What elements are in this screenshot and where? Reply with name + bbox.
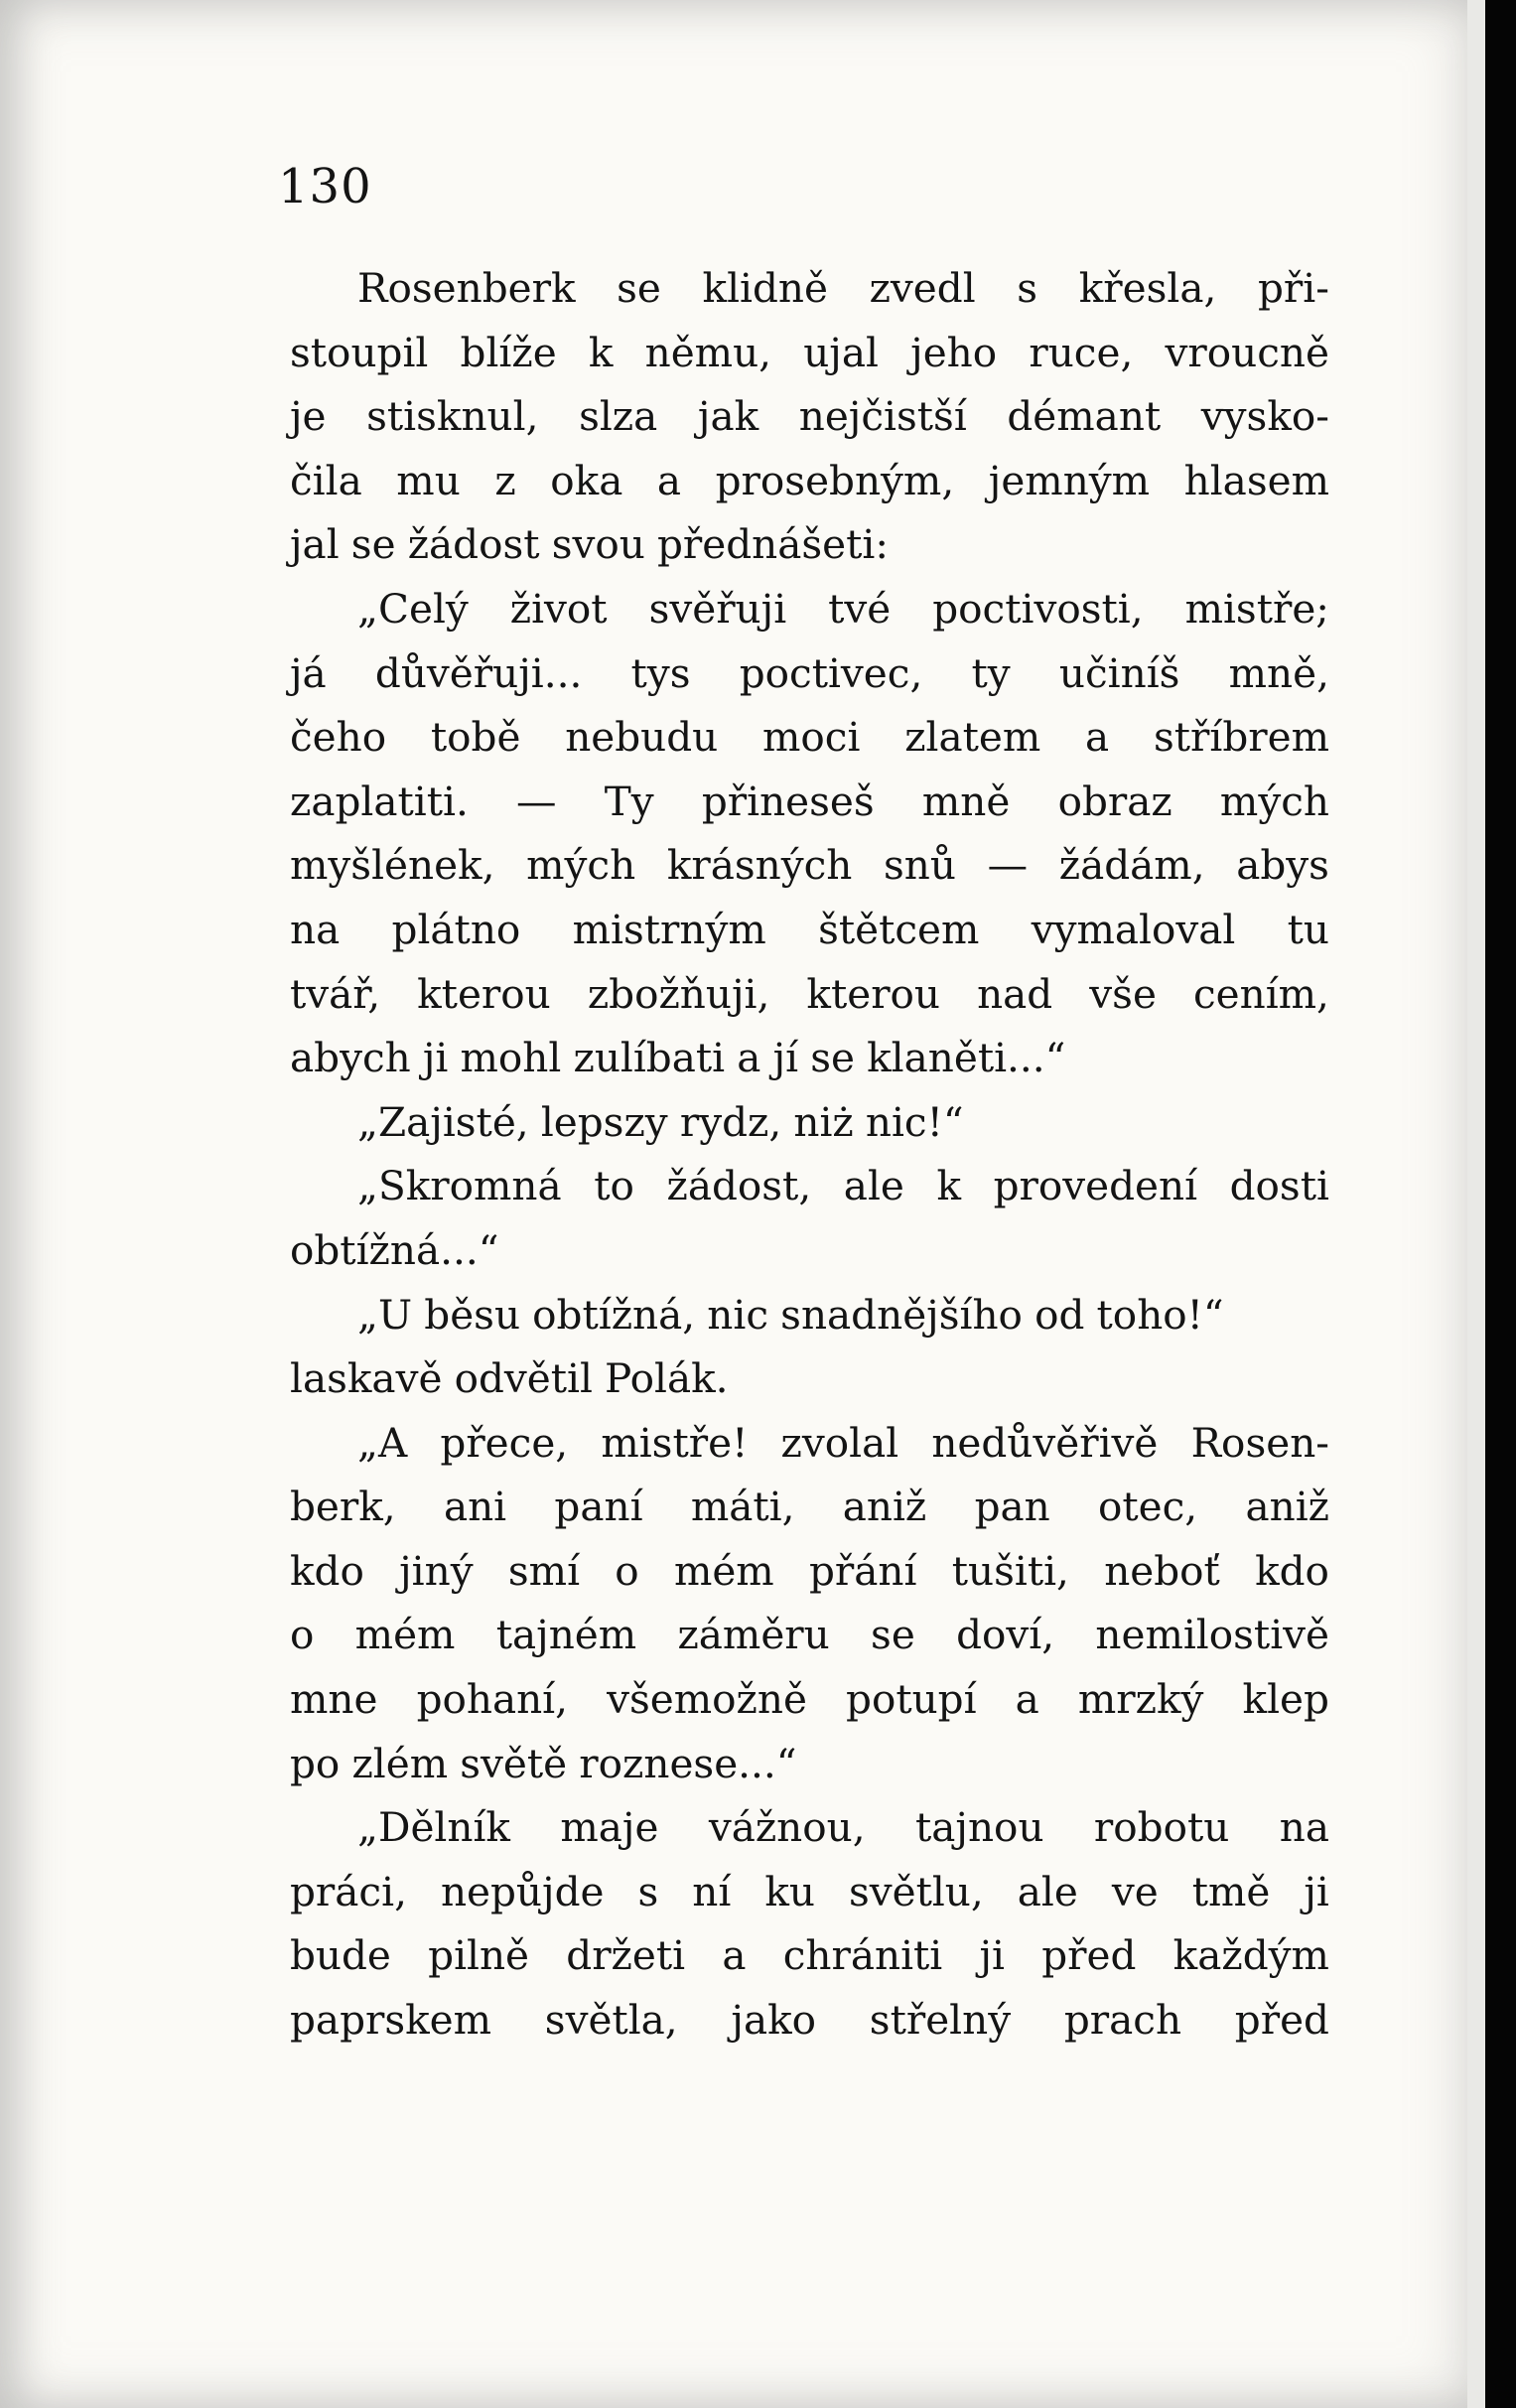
word: se [810,1034,855,1082]
word: kterou [417,969,551,1018]
word: ji [979,1931,1006,1980]
word: prosebným, [715,456,955,504]
word: Rosen- [1190,1418,1329,1467]
word: ujal [803,328,879,376]
word: ale [843,1162,904,1210]
word: mně [921,777,1011,825]
word: zbožňuji, [587,969,770,1018]
word: cením, [1192,969,1329,1018]
word: kdo [290,1546,364,1595]
word: zaplatiti. [290,777,469,825]
word: při- [1257,264,1329,312]
word: doví, [956,1611,1055,1659]
word: běsu [424,1290,521,1339]
word: otec, [1098,1483,1198,1531]
word: k [588,328,614,376]
word: kdo [1255,1546,1329,1595]
text-line [290,833,1329,898]
word: zlém [351,1739,449,1787]
word: světla, [544,1996,678,2045]
word: ní [692,1867,732,1915]
word: stříbrem [1153,713,1329,762]
word: přednášeti: [656,520,890,569]
word: tmě [1191,1867,1271,1915]
word: mistře! [601,1418,749,1467]
word: tušiti, [951,1546,1069,1595]
word: démant [1007,392,1162,441]
page-number: 130 [278,159,372,214]
word: učiníš [1058,648,1180,697]
word: vymaloval [1031,905,1236,953]
word: paprskem [290,1996,492,2045]
word: stisknul, [366,392,539,441]
word: se [617,264,661,312]
word: myšlének, [290,841,495,890]
word: bude [290,1931,391,1980]
word: a [1015,1675,1039,1724]
word: tu [1287,905,1329,953]
word: vysko- [1200,392,1329,441]
word: obtížná, [532,1290,696,1339]
text-line [290,256,1329,321]
word: nad [977,969,1053,1018]
word: svěřuji [648,584,787,633]
word: berk, [290,1483,396,1531]
word: „Skromná [357,1162,562,1210]
word: „Dělník [357,1803,510,1852]
text-line [290,1283,1329,1347]
word: paní [554,1483,643,1531]
word: zulíbati [573,1034,726,1082]
word: záměru [677,1611,830,1659]
word: lepszy [540,1097,668,1146]
word: němu, [644,328,772,376]
page-edge [1467,0,1485,2408]
word: „A [357,1418,408,1467]
text-line [290,1346,1329,1411]
text-line [290,1795,1329,1860]
word: štětcem [818,905,980,953]
text-line [290,512,1329,577]
text-line [290,1603,1329,1667]
word: roznese...“ [579,1739,797,1787]
word: klidně [702,264,828,312]
word: smí [507,1546,581,1595]
word: Polák. [605,1354,729,1403]
word: před [1041,1931,1137,1980]
word: blíže [460,328,557,376]
text-line [290,962,1329,1027]
word: — [516,777,557,825]
word: to [594,1162,634,1210]
word: neboť [1104,1546,1220,1595]
word: toho!“ [1096,1290,1224,1339]
word: ji [422,1034,449,1082]
word: nic [707,1290,769,1339]
word: moci [762,713,861,762]
word: vroucně [1165,328,1329,376]
word: světlu, [848,1867,984,1915]
word: jiný [399,1546,474,1595]
word: aniž [1245,1483,1329,1531]
word: všemožně [607,1675,807,1724]
word: rydz, [679,1097,782,1146]
text-line [290,1411,1329,1476]
word: přece, [440,1418,569,1467]
word: a [722,1931,747,1980]
word: dosti [1229,1162,1329,1210]
word: prach [1063,1996,1182,2045]
word: držeti [566,1931,686,1980]
word: ji [1304,1867,1329,1915]
word: mohl [460,1034,562,1082]
word: Rosenberk [357,264,576,312]
word: nedůvěřivě [931,1418,1159,1467]
word: jako [731,1996,817,2045]
word: „Celý [357,584,469,633]
word: přineseš [701,777,875,825]
word: — [987,841,1029,890]
text-line [290,1475,1329,1539]
word: chrániti [782,1931,943,1980]
word: snadnějšího [780,1290,1023,1339]
word: tvé [828,584,892,633]
word: pan [974,1483,1050,1531]
word: já [290,648,327,697]
text-line [290,1026,1329,1090]
word: každým [1172,1931,1329,1980]
text-line [290,384,1329,449]
word: mrzký [1077,1675,1204,1724]
word: klaněti...“ [867,1034,1066,1082]
word: „Zajisté, [357,1097,529,1146]
text-line [290,1667,1329,1732]
word: nepůjde [440,1867,605,1915]
word: obtížná...“ [290,1225,499,1274]
word: jal [290,520,340,569]
word: a [737,1034,761,1082]
word: k [936,1162,961,1210]
text-line [290,1218,1329,1283]
word: se [350,520,396,569]
word: mém [673,1546,774,1595]
body-text [290,256,1329,2053]
word: čeho [290,713,387,762]
word: mu [396,456,461,504]
text-line [290,770,1329,834]
word: potupí [846,1675,977,1724]
word: klep [1242,1675,1329,1724]
word: plátno [391,905,521,953]
word: stoupil [290,328,429,376]
word: jeho [910,328,998,376]
word: jemným [988,456,1151,504]
word: robotu [1093,1803,1230,1852]
word: poctivosti, [932,584,1144,633]
word: máti, [690,1483,795,1531]
word: ani [443,1483,507,1531]
word: jí [772,1034,799,1082]
word: odvětil [454,1354,593,1403]
word: ty [971,648,1011,697]
word: tobě [430,713,521,762]
text-line [290,1090,1329,1155]
word: ruce, [1029,328,1134,376]
word: střelný [869,1996,1012,2045]
text-line [290,1860,1329,1924]
word: oka [550,456,623,504]
text-line [290,577,1329,641]
word: poctivec, [739,648,923,697]
word: vše [1089,969,1157,1018]
word: na [1279,1803,1329,1852]
word: křesla, [1078,264,1217,312]
word: laskavě [290,1354,443,1403]
word: tys [630,648,691,697]
word: o [615,1546,639,1595]
word: ve [1111,1867,1159,1915]
word: tajném [495,1611,637,1659]
word: mých [526,841,636,890]
word: před [1234,1996,1329,2045]
word: maje [560,1803,659,1852]
word: žádost [407,520,540,569]
text-line [290,1988,1329,2053]
text-line [290,1154,1329,1218]
word: kterou [806,969,941,1018]
word: je [290,392,327,441]
word: Ty [604,777,654,825]
word: aniž [842,1483,927,1531]
word: niż [793,1097,854,1146]
word: nemilostivě [1095,1611,1329,1659]
word: pohaní, [416,1675,569,1724]
word: přání [808,1546,917,1595]
word: snů [884,841,956,890]
word: krásných [666,841,853,890]
text-line [290,321,1329,385]
word: o [290,1611,315,1659]
word: zvedl [869,264,976,312]
word: mých [1219,777,1329,825]
word: zvolal [780,1418,899,1467]
word: z [494,456,516,504]
word: světě [460,1739,568,1787]
word: abys [1236,841,1329,890]
word: nebudu [565,713,719,762]
text-line [290,449,1329,513]
text-line [290,705,1329,770]
word: po [290,1739,341,1787]
word: zlatem [904,713,1041,762]
word: důvěřuji... [374,648,583,697]
word: tvář, [290,969,381,1018]
word: obraz [1057,777,1172,825]
text-line [290,898,1329,962]
word: jak [697,392,759,441]
word: hlasem [1183,456,1329,504]
word: a [1085,713,1110,762]
word: čila [290,456,362,504]
word: s [1017,264,1038,312]
word: od [1034,1290,1085,1339]
word: mne [290,1675,378,1724]
word: žádost, [666,1162,812,1210]
word: mém [354,1611,456,1659]
word: a [656,456,682,504]
word: mistrným [572,905,766,953]
word: život [509,584,608,633]
word: s [637,1867,659,1915]
text-line [290,1923,1329,1988]
word: práci, [290,1867,407,1915]
word: nejčistší [798,392,967,441]
word: abych [290,1034,411,1082]
word: vážnou, [708,1803,866,1852]
word: žádám, [1058,841,1205,890]
word: mistře; [1184,584,1329,633]
word: svou [551,520,645,569]
scan-border [1485,0,1516,2408]
word: ale [1017,1867,1078,1915]
text-line [290,1539,1329,1604]
word: ku [764,1867,815,1915]
text-line [290,1732,1329,1796]
word: slza [579,392,658,441]
word: pilně [428,1931,530,1980]
word: na [290,905,341,953]
word: „U [357,1290,413,1339]
word: mně, [1228,648,1329,697]
text-line [290,641,1329,706]
word: provedení [993,1162,1198,1210]
word: tajnou [915,1803,1044,1852]
word: nic!“ [865,1097,964,1146]
word: se [871,1611,915,1659]
